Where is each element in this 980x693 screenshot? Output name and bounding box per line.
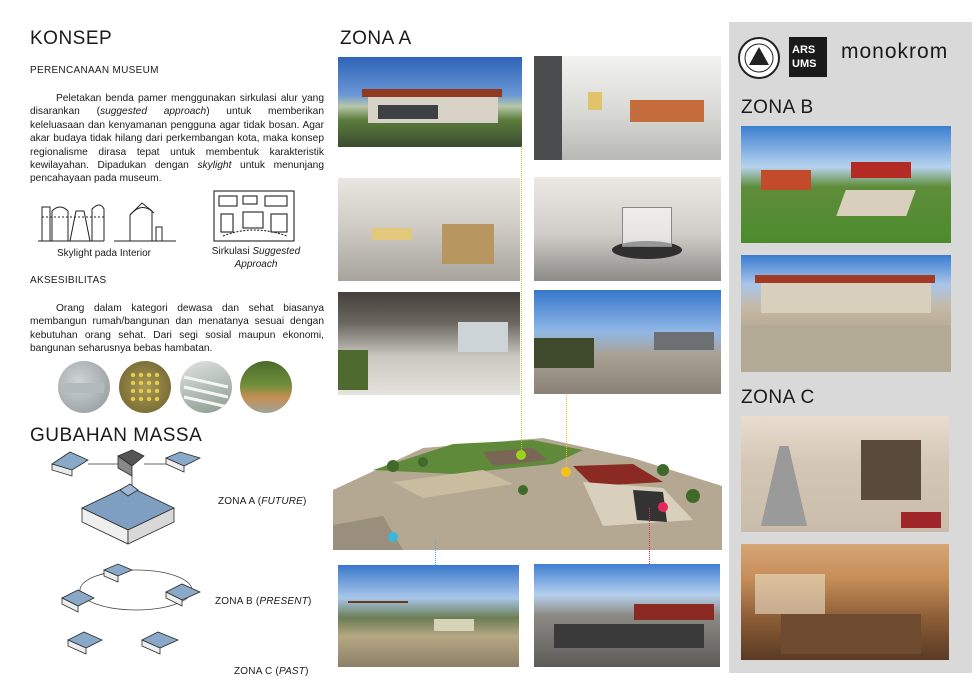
sirkulasi-caption: Sirkulasi Suggested Approach bbox=[211, 246, 301, 270]
aksesibilitas-title: AKSESIBILITAS bbox=[30, 275, 107, 286]
marker-yellow bbox=[561, 467, 571, 477]
marker-line-green bbox=[521, 146, 522, 454]
zona-a-render-playground bbox=[338, 565, 519, 667]
accessibility-photo-steps bbox=[180, 361, 232, 413]
marker-cyan bbox=[388, 532, 398, 542]
gubahan-diagram bbox=[48, 446, 228, 656]
zona-a-render-gallery bbox=[338, 178, 520, 281]
marker-line-yellow bbox=[566, 395, 567, 470]
university-seal-logo bbox=[738, 37, 780, 79]
zona-a-render-exterior bbox=[338, 57, 522, 147]
marker-green bbox=[516, 450, 526, 460]
zona-b-render-park bbox=[741, 126, 951, 243]
ars-ums-logo: ARS UMS bbox=[789, 37, 827, 77]
konsep-title: KONSEP bbox=[30, 28, 113, 49]
monokrom-logo: monokrom bbox=[841, 40, 949, 63]
gubahan-title: GUBAHAN MASSA bbox=[30, 425, 203, 446]
gubahan-zona-a-label: ZONA A (FUTURE) bbox=[218, 496, 307, 507]
perencanaan-subtitle: PERENCANAAN MUSEUM bbox=[30, 65, 159, 76]
sirkulasi-plan bbox=[213, 190, 295, 242]
zona-a-render-lobby bbox=[534, 56, 721, 160]
zona-a-title: ZONA A bbox=[340, 28, 412, 49]
zona-a-render-cafe bbox=[338, 292, 520, 395]
zona-c-title: ZONA C bbox=[741, 387, 815, 408]
zona-a-render-exhibit-hall bbox=[534, 177, 721, 281]
marker-line-cyan bbox=[435, 540, 436, 565]
konsep-paragraph: Peletakan benda pamer menggunakan sirkulasi alur yang disarankan (suggested approach) untuk memberikan keleluasaan dan kenyamanan pengguna agar tidak bosan. Agar akar budaya tidak hilang dari perkembangan kota, maka konsep regionalisme dirasa tepat untuk membentuk karakteristik kewilayahan. Dipadukan dengan skylight untuk menunjang pencahayaan pada museum. bbox=[30, 93, 325, 185]
gubahan-zona-c-label: ZONA C (PAST) bbox=[234, 666, 309, 677]
zona-c-render-gallery bbox=[741, 416, 949, 532]
skylight-sketch bbox=[38, 197, 178, 245]
accessibility-photo-path bbox=[240, 361, 292, 413]
accessibility-photo-tactile bbox=[119, 361, 171, 413]
marker-line-pink bbox=[649, 508, 650, 568]
marker-pink bbox=[658, 502, 668, 512]
zona-b-title: ZONA B bbox=[741, 97, 814, 118]
zona-a-render-plaza bbox=[534, 290, 721, 394]
zona-c-render-workshop bbox=[741, 544, 949, 660]
zona-a-render-amphitheater bbox=[534, 564, 720, 667]
gubahan-zona-b-label: ZONA B (PRESENT) bbox=[215, 596, 312, 607]
accessibility-photo-ramp bbox=[58, 361, 110, 413]
zona-b-render-courtyard bbox=[741, 255, 951, 372]
aksesibilitas-paragraph: Orang dalam kategori dewasa dan sehat biasanya membangun rumah/bangunan dan menatanya sesuai dengan kebutuhan orang sehat. Dari segi sosial maupun ekonomi, bangunan seharusnya bebas hambatan. bbox=[30, 303, 324, 355]
skylight-caption: Skylight pada Interior bbox=[57, 248, 151, 259]
